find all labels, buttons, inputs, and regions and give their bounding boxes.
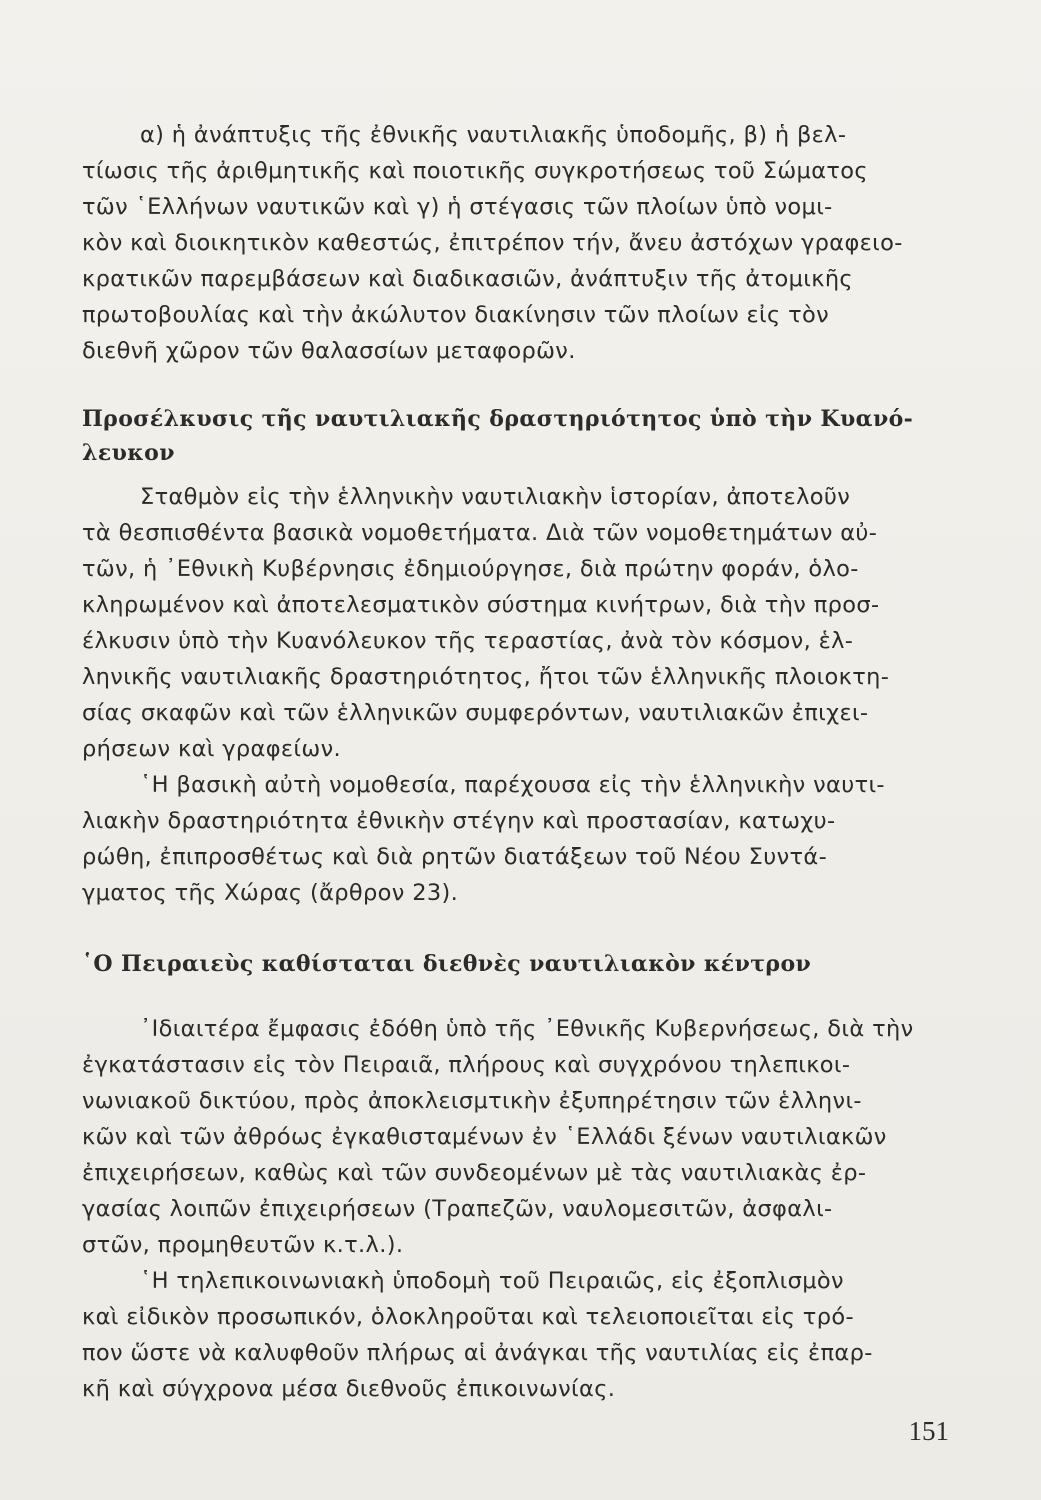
text-line: ᾿Ιδιαιτέρα ἔμφασις ἐδόθη ὑπὸ τῆς ᾿Εθνικῆς Κυβερνήσεως, διὰ τὴν [140,1016,914,1042]
text-line: ἐπιχειρήσεων, καθὼς καὶ τῶν συνδεομένων μὲ τὰς ναυτιλιακὰς ἐρ- [82,1160,867,1186]
text-line: τὰ θεσπισθέντα βασικὰ νομοθετήματα. Διὰ τῶν νομοθετημάτων αὐ- [82,520,878,546]
text-line: κληρωμένον καὶ ἀποτελεσματικὸν σύστημα κινήτρων, διὰ τὴν προσ- [82,592,880,618]
text-line: πρωτοβουλίας καὶ τὴν ἀκώλυτον διακίνησιν τῶν πλοίων εἰς τὸν [82,302,830,328]
text-line: σίας σκαφῶν καὶ τῶν ἑλληνικῶν συμφερόντων, ναυτιλιακῶν ἐπιχει- [82,700,869,726]
text-line: τίωσις τῆς ἀριθμητικῆς καὶ ποιοτικῆς συγκροτήσεως τοῦ Σώματος [82,158,868,184]
text-line: ρώθη, ἐπιπροσθέτως καὶ διὰ ρητῶν διατάξεων τοῦ Νέου Συντά- [82,844,828,870]
heading-line: ῾Ο Πειραιεὺς καθίσταται διεθνὲς ναυτιλιακὸν κέντρον [82,951,812,977]
text-line: κρατικῶν παρεμβάσεων καὶ διαδικασιῶν, ἀνάπτυξιν τῆς ἀτομικῆς [82,266,853,292]
text-line: γασίας λοιπῶν ἐπιχειρήσεων (Τραπεζῶν, ναυλομεσιτῶν, ἀσφαλι- [82,1196,833,1222]
text-line: τῶν, ἡ ᾿Εθνικὴ Κυβέρνησις ἐδημιούργησε, διὰ πρώτην φοράν, ὁλο- [82,556,859,582]
text-line: ἐγκατάστασιν εἰς τὸν Πειραιᾶ, πλήρους καὶ συγχρόνου τηλεπικοι- [82,1052,851,1078]
text-line: κῶν καὶ τῶν ἀθρόως ἐγκαθισταμένων ἐν ῾Ελλάδι ξένων ναυτιλιακῶν [82,1124,887,1150]
text-line: πον ὥστε νὰ καλυφθοῦν πλήρως αἱ ἀνάγκαι τῆς ναυτιλίας εἰς ἐπαρ- [82,1340,873,1366]
heading-line: λευκον [82,440,175,466]
text-line: καὶ εἰδικὸν προσωπικόν, ὁλοκληροῦται καὶ τελειοποιεῖται εἰς τρό- [82,1304,854,1330]
text-line: κῆ καὶ σύγχρονα μέσα διεθνοῦς ἐπικοινωνίας. [82,1376,616,1402]
text-line: στῶν, προμηθευτῶν κ.τ.λ.). [82,1232,404,1258]
text-line: Σταθμὸν εἰς τὴν ἑλληνικὴν ναυτιλιακὴν ἱστορίαν, ἀποτελοῦν [140,484,851,510]
text-line: γματος τῆς Χώρας (ἄρθρον 23). [82,880,459,906]
text-line: ῾Η βασικὴ αὐτὴ νομοθεσία, παρέχουσα εἰς τὴν ἑλληνικὴν ναυτι- [140,772,885,798]
text-line: ληνικῆς ναυτιλιακῆς δραστηριότητος, ἤτοι τῶν ἑλληνικῆς πλοιοκτη- [82,664,890,690]
text-line: διεθνῆ χῶρον τῶν θαλασσίων μεταφορῶν. [82,338,576,364]
text-line: έλκυσιν ὑπὸ τὴν Κυανόλευκον τῆς τεραστίας, ἀνὰ τὸν κόσμον, ἑλ- [82,628,854,654]
text-line: κὸν καὶ διοικητικὸν καθεστώς, ἐπιτρέπον τήν, ἄνευ ἀστόχων γραφειο- [82,230,903,256]
text-line: τῶν ῾Ελλήνων ναυτικῶν καὶ γ) ἡ στέγασις τῶν πλοίων ὑπὸ νομι- [82,194,833,220]
text-line: νωνιακοῦ δικτύου, πρὸς ἀποκλεισμτικὴν ἐξυπηρέτησιν τῶν ἑλληνι- [82,1088,862,1114]
heading-line: Προσέλκυσις τῆς ναυτιλιακῆς δραστηριότητος ὑπὸ τὴν Κυανό- [82,406,914,432]
text-line: ῾Η τηλεπικοινωνιακὴ ὑποδομὴ τοῦ Πειραιῶς, εἰς ἐξοπλισμὸν [140,1268,844,1294]
text-line: ρήσεων καὶ γραφείων. [82,736,341,762]
page-number: 151 [908,1416,949,1446]
text-line: α) ἡ ἀνάπτυξις τῆς ἐθνικῆς ναυτιλιακῆς ὑποδομῆς, β) ἡ βελ- [140,122,847,148]
text-line: λιακὴν δραστηριότητα ἐθνικὴν στέγην καὶ προστασίαν, κατωχυ- [82,808,836,834]
